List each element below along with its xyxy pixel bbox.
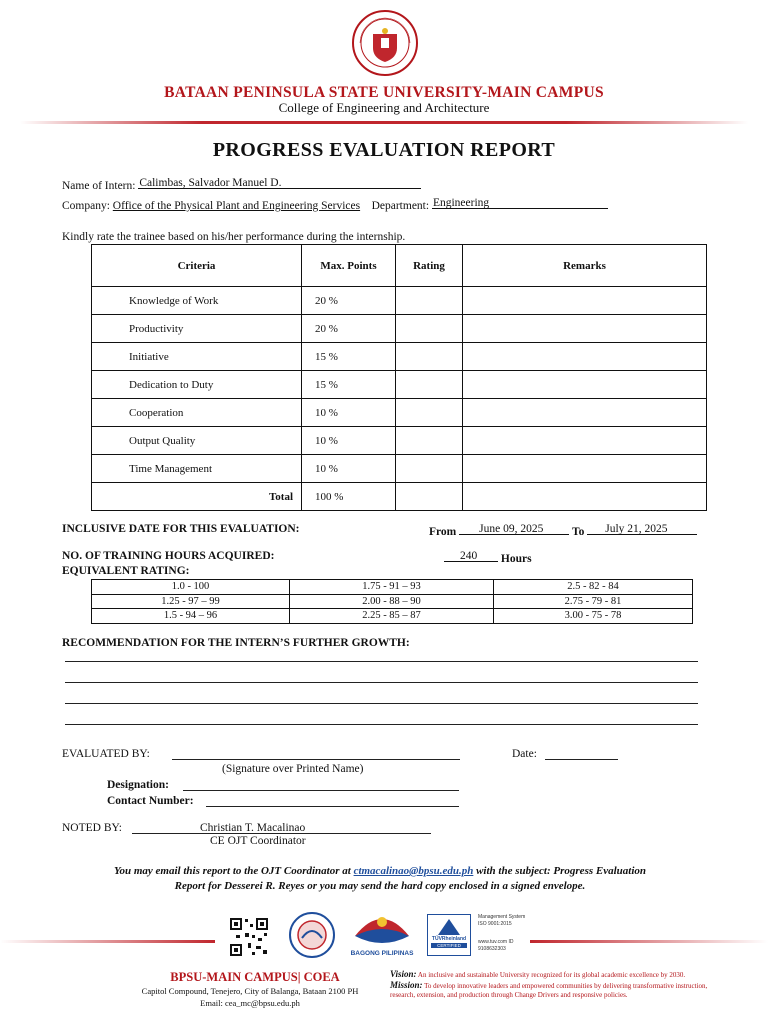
department-label: Department: xyxy=(371,200,430,212)
mission-label: Mission: xyxy=(390,979,423,990)
to-date-field[interactable] xyxy=(587,523,697,535)
department-field[interactable] xyxy=(432,197,608,209)
tuv-url: www.tuv.com ID 9108632303 xyxy=(478,939,514,952)
college-name: College of Engineering and Architecture xyxy=(278,100,490,115)
tuv-certified: CERTIFIED xyxy=(431,943,467,948)
rating-cell[interactable] xyxy=(396,315,463,343)
tuv-system: Management System ISO 9001:2015 xyxy=(478,914,526,927)
tuv-certification-badge xyxy=(427,914,471,956)
to-date-value: July 21, 2025 xyxy=(605,523,668,535)
university-seal-logo xyxy=(352,10,418,76)
company-row xyxy=(62,197,608,212)
tuv-name: TÜVRheinland xyxy=(431,936,467,942)
criteria-max: 15 % xyxy=(302,343,396,371)
total-remarks-cell[interactable] xyxy=(463,483,707,511)
equivalent-cell: 1.0 - 100 xyxy=(92,580,290,595)
footer-divider-left xyxy=(0,940,215,943)
recommendation-line[interactable] xyxy=(65,703,698,704)
header-max-points: Max. Points xyxy=(302,245,396,287)
company-value[interactable]: Office of the Physical Plant and Engineering Services xyxy=(112,200,361,212)
total-row xyxy=(92,483,707,511)
rating-cell[interactable] xyxy=(396,427,463,455)
header-divider xyxy=(20,121,748,124)
criteria-max: 10 % xyxy=(302,455,396,483)
total-label: Total xyxy=(92,483,302,511)
hours-label: NO. OF TRAINING HOURS ACQUIRED: xyxy=(62,550,275,562)
remarks-cell[interactable] xyxy=(463,343,707,371)
equivalent-cell: 1.5 - 94 – 96 xyxy=(92,609,290,624)
equivalent-label: EQUIVALENT RATING: xyxy=(62,565,190,577)
intern-field[interactable] xyxy=(138,177,421,189)
remarks-cell[interactable] xyxy=(463,287,707,315)
equivalent-cell: 1.25 - 97 – 99 xyxy=(92,594,290,609)
table-row xyxy=(92,609,693,624)
criteria-name: Output Quality xyxy=(92,427,302,455)
inclusive-dates xyxy=(429,523,697,538)
criteria-name: Time Management xyxy=(92,455,302,483)
from-date-field[interactable] xyxy=(459,523,569,535)
footer-contact xyxy=(100,985,400,1009)
criteria-max: 10 % xyxy=(302,399,396,427)
coordinator-email-link[interactable]: ctmacalinao@bpsu.edu.ph xyxy=(353,865,474,877)
criteria-max: 10 % xyxy=(302,427,396,455)
date-label: Date: xyxy=(512,748,537,760)
intern-row xyxy=(62,177,421,192)
noted-label: NOTED BY: xyxy=(62,822,122,834)
rating-cell[interactable] xyxy=(396,455,463,483)
equivalent-cell: 2.5 - 82 - 84 xyxy=(494,580,693,595)
total-value: 100 % xyxy=(302,483,396,511)
header-remarks: Remarks xyxy=(463,245,707,287)
from-date-value: June 09, 2025 xyxy=(479,523,544,535)
criteria-name: Productivity xyxy=(92,315,302,343)
department-value: Engineering xyxy=(432,197,490,209)
equivalent-cell: 2.25 - 85 – 87 xyxy=(290,609,494,624)
remarks-cell[interactable] xyxy=(463,371,707,399)
rating-cell[interactable] xyxy=(396,343,463,371)
equivalent-table xyxy=(91,579,693,624)
note-part-2: with the subject: Progress Evaluation Report for Desserei R. Reyes or you may send the hard copy enclosed in a signed envelope. xyxy=(174,865,647,892)
mission-text: To develop innovative leaders and empowered communities by delivering transformative instruction, research, extension, and production through Change Drivers and responsive policies. xyxy=(390,981,708,999)
designation-field[interactable] xyxy=(183,790,459,791)
header-rating: Rating xyxy=(396,245,463,287)
rating-cell[interactable] xyxy=(396,371,463,399)
hours-row xyxy=(444,550,532,565)
note-part-1: You may email this report to the OJT Coordinator at xyxy=(113,865,351,877)
criteria-name: Knowledge of Work xyxy=(92,287,302,315)
footer-email[interactable]: Email: cea_mc@bpsu.edu.ph xyxy=(200,998,300,1008)
table-row xyxy=(92,580,693,595)
from-label: From xyxy=(429,526,457,538)
remarks-cell[interactable] xyxy=(463,315,707,343)
company-label: Company: xyxy=(62,200,110,212)
evaluator-signature-field[interactable] xyxy=(172,759,460,760)
signature-caption: (Signature over Printed Name) xyxy=(222,763,364,775)
table-row xyxy=(92,427,707,455)
criteria-name: Cooperation xyxy=(92,399,302,427)
table-row xyxy=(92,287,707,315)
hours-field[interactable] xyxy=(444,550,498,562)
table-row xyxy=(92,455,707,483)
bagong-pilipinas-text: BAGONG PILIPINAS xyxy=(350,950,414,957)
coordinator-name: Christian T. Macalinao xyxy=(200,822,306,834)
equivalent-cell: 2.00 - 88 – 90 xyxy=(290,594,494,609)
criteria-table xyxy=(91,244,707,511)
evaluation-date-field[interactable] xyxy=(545,759,618,760)
instruction-text: Kindly rate the trainee based on his/her performance during the internship. xyxy=(62,231,406,243)
intern-value: Calimbas, Salvador Manuel D. xyxy=(139,177,282,189)
tuv-details xyxy=(478,914,528,952)
equivalent-cell: 3.00 - 75 - 78 xyxy=(494,609,693,624)
submission-note xyxy=(100,864,660,894)
equivalent-cell: 2.75 - 79 - 81 xyxy=(494,594,693,609)
tuv-triangle-icon xyxy=(437,918,461,936)
inclusive-label: INCLUSIVE DATE FOR THIS EVALUATION: xyxy=(62,523,300,535)
recommendation-line[interactable] xyxy=(65,661,698,662)
rating-cell[interactable] xyxy=(396,399,463,427)
footer-address: Capitol Compound, Tenejero, City of Balanga, Bataan 2100 PH xyxy=(141,986,359,996)
coordinator-title: CE OJT Coordinator xyxy=(210,835,306,847)
contact-label: Contact Number: xyxy=(107,795,194,807)
vision-mission xyxy=(390,970,720,1001)
vision-label: Vision: xyxy=(390,969,417,979)
hours-unit: Hours xyxy=(500,553,532,565)
criteria-name: Initiative xyxy=(92,343,302,371)
university-name: BATAAN PENINSULA STATE UNIVERSITY-MAIN CAMPUS xyxy=(164,84,604,101)
recommendation-label: RECOMMENDATION FOR THE INTERN’S FURTHER GROWTH: xyxy=(62,637,410,649)
intern-label: Name of Intern: xyxy=(62,180,136,192)
recommendation-line[interactable] xyxy=(65,724,698,725)
equivalent-cell: 1.75 - 91 – 93 xyxy=(290,580,494,595)
table-row xyxy=(92,315,707,343)
page-title: PROGRESS EVALUATION REPORT xyxy=(212,139,556,161)
to-label: To xyxy=(572,526,585,538)
vision-text: An inclusive and sustainable University recognized for its global academic excellence by 2030. xyxy=(417,971,686,979)
table-row xyxy=(92,343,707,371)
contact-number-field[interactable] xyxy=(206,806,459,807)
footer-divider-right xyxy=(530,940,768,943)
criteria-name: Dedication to Duty xyxy=(92,371,302,399)
bagong-pilipinas-logo xyxy=(347,906,417,950)
hours-value: 240 xyxy=(460,550,478,562)
header-criteria: Criteria xyxy=(92,245,302,287)
remarks-cell[interactable] xyxy=(463,427,707,455)
designation-label: Designation: xyxy=(107,779,169,791)
recommendation-line[interactable] xyxy=(65,682,698,683)
table-row xyxy=(92,594,693,609)
evaluated-label: EVALUATED BY: xyxy=(62,748,150,760)
criteria-header-row xyxy=(92,245,707,287)
qr-code-icon xyxy=(228,916,270,958)
remarks-cell[interactable] xyxy=(463,399,707,427)
criteria-max: 20 % xyxy=(302,287,396,315)
table-row xyxy=(92,399,707,427)
table-row xyxy=(92,371,707,399)
rating-cell[interactable] xyxy=(396,287,463,315)
remarks-cell[interactable] xyxy=(463,455,707,483)
total-rating-cell[interactable] xyxy=(396,483,463,511)
seal-emblem-logo xyxy=(282,910,342,960)
criteria-max: 20 % xyxy=(302,315,396,343)
criteria-max: 15 % xyxy=(302,371,396,399)
footer-campus: BPSU-MAIN CAMPUS| COEA xyxy=(170,970,340,984)
